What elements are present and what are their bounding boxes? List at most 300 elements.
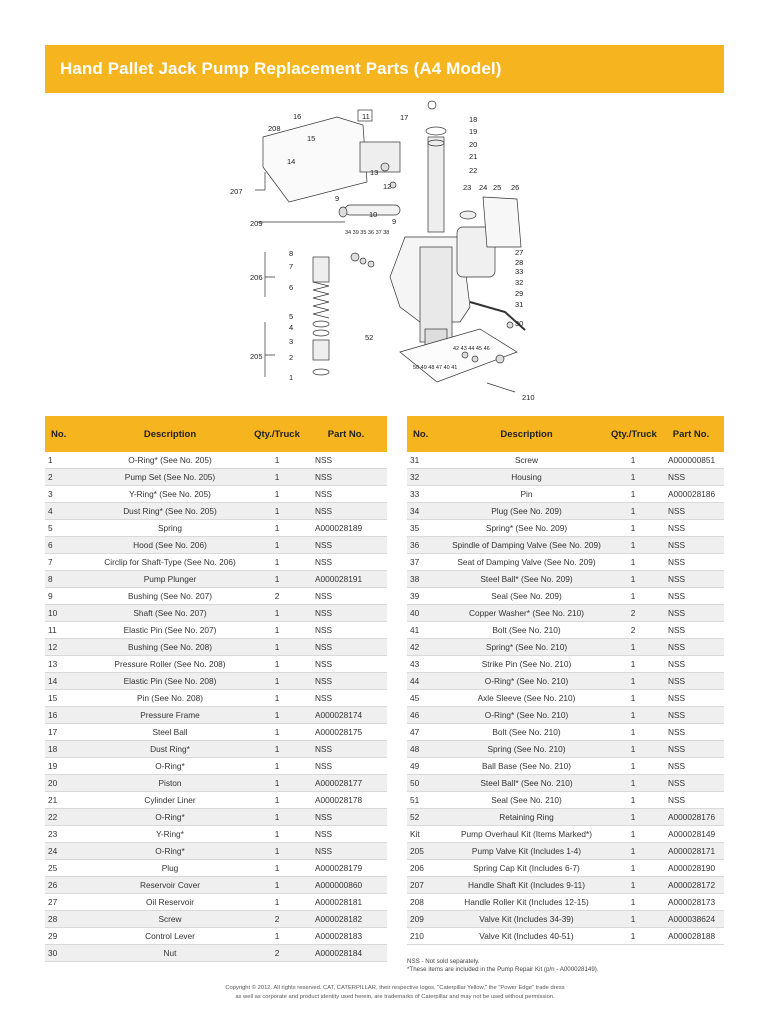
cell-description: Bushing (See No. 207) [91, 588, 249, 605]
cell-no: 206 [407, 860, 445, 877]
cell-description: Plug [91, 860, 249, 877]
cell-description: Spring* (See No. 209) [445, 520, 608, 537]
cell-description: Shaft (See No. 207) [91, 605, 249, 622]
cell-qty: 1 [608, 758, 658, 775]
cell-no: 12 [45, 639, 91, 656]
table-row [45, 894, 387, 911]
cell-description: O-Ring* [91, 758, 249, 775]
cell-part-number: NSS [305, 605, 387, 622]
cell-description: O-Ring* (See No. 210) [445, 673, 608, 690]
cell-description: Seal (See No. 209) [445, 588, 608, 605]
cell-description: Steel Ball* (See No. 210) [445, 775, 608, 792]
table-row [45, 503, 387, 520]
cell-part-number: NSS [305, 758, 387, 775]
svg-text:5: 5 [289, 312, 294, 321]
cell-qty: 1 [249, 758, 305, 775]
cell-description: Retaining Ring [445, 809, 608, 826]
cell-description: Spring [91, 520, 249, 537]
table-row [45, 792, 387, 809]
cell-qty: 1 [608, 792, 658, 809]
cell-qty: 1 [249, 537, 305, 554]
cell-qty: 1 [249, 639, 305, 656]
cell-qty: 2 [608, 605, 658, 622]
col-header-qty: Qty./Truck [249, 416, 305, 452]
cell-part-number: NSS [658, 741, 724, 758]
cell-part-number: A000028174 [305, 707, 387, 724]
cell-no: 31 [407, 452, 445, 469]
cell-description: Spring* (See No. 210) [445, 639, 608, 656]
cell-description: Bolt (See No. 210) [445, 724, 608, 741]
table-row [45, 741, 387, 758]
cell-description: Spring Cap Kit (Includes 6-7) [445, 860, 608, 877]
table-row [407, 605, 724, 622]
parts-table-right [407, 416, 724, 945]
cell-qty: 1 [608, 469, 658, 486]
exploded-parts-diagram [225, 97, 550, 412]
svg-text:34 39 35 36 37 38: 34 39 35 36 37 38 [345, 230, 390, 236]
table-row [407, 520, 724, 537]
svg-text:31: 31 [515, 300, 524, 309]
svg-text:17: 17 [400, 113, 409, 122]
copyright-line-2: as well as corporate and product identity used herein, are trademarks of Caterpillar and may not be used without permission. [235, 994, 555, 1000]
cell-part-number: NSS [658, 605, 724, 622]
table-row [45, 571, 387, 588]
svg-text:205: 205 [250, 352, 263, 361]
copyright-line-1: Copyright © 2012. All rights reserved. CAT, CATERPILLAR, their respective logos, "Caterpillar Yellow," the "Power Edge" trade dress [225, 985, 565, 991]
cell-description: Y-Ring* (See No. 205) [91, 486, 249, 503]
table-notes [407, 958, 737, 974]
svg-text:32: 32 [515, 278, 524, 287]
cell-part-number: NSS [305, 537, 387, 554]
cell-no: 20 [45, 775, 91, 792]
cell-description: Elastic Pin (See No. 207) [91, 622, 249, 639]
cell-part-number: A000028178 [305, 792, 387, 809]
svg-text:206: 206 [250, 273, 263, 282]
cell-qty: 1 [608, 537, 658, 554]
cell-qty: 1 [608, 588, 658, 605]
cell-description: Seal (See No. 210) [445, 792, 608, 809]
cell-description: Bushing (See No. 208) [91, 639, 249, 656]
table-row [45, 877, 387, 894]
cell-no: 33 [407, 486, 445, 503]
cell-description: Steel Ball* (See No. 209) [445, 571, 608, 588]
cell-part-number: A000028181 [305, 894, 387, 911]
svg-text:15: 15 [307, 134, 316, 143]
cell-no: 1 [45, 452, 91, 469]
cell-part-number: NSS [305, 486, 387, 503]
cell-part-number: A000028176 [658, 809, 724, 826]
svg-text:52: 52 [365, 333, 374, 342]
table-row [407, 486, 724, 503]
table-row [407, 452, 724, 469]
cell-description: O-Ring* [91, 809, 249, 826]
cell-description: Oil Reservoir [91, 894, 249, 911]
cell-description: Copper Washer* (See No. 210) [445, 605, 608, 622]
cell-part-number: NSS [658, 673, 724, 690]
cell-description: Reservoir Cover [91, 877, 249, 894]
cell-qty: 1 [249, 452, 305, 469]
cell-qty: 1 [249, 622, 305, 639]
svg-text:50 49 48 47 40 41: 50 49 48 47 40 41 [413, 365, 458, 371]
svg-text:7: 7 [289, 262, 294, 271]
cell-part-number: NSS [658, 690, 724, 707]
svg-text:8: 8 [289, 249, 294, 258]
cell-part-number: A000028186 [658, 486, 724, 503]
cell-qty: 1 [249, 605, 305, 622]
cell-part-number: A000000851 [658, 452, 724, 469]
cell-part-number: NSS [305, 673, 387, 690]
cell-part-number: NSS [305, 741, 387, 758]
svg-text:20: 20 [469, 140, 478, 149]
cell-qty: 1 [608, 877, 658, 894]
cell-part-number: NSS [658, 588, 724, 605]
cell-qty: 1 [608, 673, 658, 690]
cell-part-number: NSS [658, 656, 724, 673]
cell-qty: 1 [608, 843, 658, 860]
cell-description: Spindle of Damping Valve (See No. 209) [445, 537, 608, 554]
table-row [407, 690, 724, 707]
svg-text:29: 29 [515, 289, 524, 298]
table-row [407, 588, 724, 605]
cell-qty: 1 [249, 724, 305, 741]
table-row [45, 588, 387, 605]
col-header-no: No. [407, 416, 445, 452]
table-row [407, 656, 724, 673]
col-header-qty: Qty./Truck [608, 416, 658, 452]
svg-text:6: 6 [289, 283, 294, 292]
cell-description: Pin [445, 486, 608, 503]
cell-no: 18 [45, 741, 91, 758]
cell-no: 43 [407, 656, 445, 673]
table-row [407, 571, 724, 588]
cell-no: 6 [45, 537, 91, 554]
table-row [45, 452, 387, 469]
cell-description: Nut [91, 945, 249, 962]
svg-text:9: 9 [335, 194, 340, 203]
cell-description: Dust Ring* (See No. 205) [91, 503, 249, 520]
cell-part-number: A000028182 [305, 911, 387, 928]
cell-qty: 1 [608, 775, 658, 792]
cell-part-number: NSS [305, 843, 387, 860]
cell-description: O-Ring* [91, 843, 249, 860]
cell-qty: 1 [608, 724, 658, 741]
cell-description: Ball Base (See No. 210) [445, 758, 608, 775]
svg-text:16: 16 [293, 112, 302, 121]
cell-no: 19 [45, 758, 91, 775]
cell-no: 9 [45, 588, 91, 605]
table-row [407, 911, 724, 928]
cell-description: Y-Ring* [91, 826, 249, 843]
cell-part-number: A000028188 [658, 928, 724, 945]
svg-text:210: 210 [522, 393, 535, 402]
svg-text:4: 4 [289, 323, 294, 332]
cell-qty: 1 [608, 520, 658, 537]
cell-description: Spring (See No. 210) [445, 741, 608, 758]
cell-part-number: NSS [305, 469, 387, 486]
table-row [45, 605, 387, 622]
cell-no: 22 [45, 809, 91, 826]
cell-description: Housing [445, 469, 608, 486]
cell-no: 41 [407, 622, 445, 639]
cell-qty: 1 [249, 741, 305, 758]
cell-no: 30 [45, 945, 91, 962]
cell-qty: 2 [249, 945, 305, 962]
cell-part-number: A000028184 [305, 945, 387, 962]
cell-no: 29 [45, 928, 91, 945]
cell-description: Control Lever [91, 928, 249, 945]
svg-text:12: 12 [383, 182, 392, 191]
table-row [407, 639, 724, 656]
col-header-no: No. [45, 416, 91, 452]
cell-description: Strike Pin (See No. 210) [445, 656, 608, 673]
parts-table-left [45, 416, 387, 962]
cell-no: 5 [45, 520, 91, 537]
cell-no: 47 [407, 724, 445, 741]
table-row [407, 809, 724, 826]
cell-no: 205 [407, 843, 445, 860]
svg-text:13: 13 [370, 168, 379, 177]
svg-text:19: 19 [469, 127, 478, 136]
cell-description: Pressure Roller (See No. 208) [91, 656, 249, 673]
cell-part-number: NSS [658, 520, 724, 537]
svg-text:207: 207 [230, 187, 243, 196]
cell-no: 17 [45, 724, 91, 741]
svg-text:1: 1 [289, 373, 294, 382]
cell-part-number: NSS [658, 503, 724, 520]
svg-text:3: 3 [289, 337, 294, 346]
cell-part-number: A000028149 [658, 826, 724, 843]
cell-part-number: NSS [658, 724, 724, 741]
cell-no: 38 [407, 571, 445, 588]
cell-qty: 1 [608, 503, 658, 520]
cell-no: 50 [407, 775, 445, 792]
cell-no: 48 [407, 741, 445, 758]
cell-qty: 1 [608, 826, 658, 843]
cell-qty: 1 [608, 639, 658, 656]
table-row [45, 911, 387, 928]
kit-note: *These items are included in the Pump Repair Kit (p/n - A000028149). [407, 966, 599, 973]
table-row [45, 554, 387, 571]
cell-qty: 1 [249, 486, 305, 503]
table-row [407, 877, 724, 894]
cell-no: 36 [407, 537, 445, 554]
cell-no: 209 [407, 911, 445, 928]
table-row [407, 673, 724, 690]
cell-description: Piston [91, 775, 249, 792]
cell-no: 8 [45, 571, 91, 588]
cell-qty: 1 [249, 503, 305, 520]
table-header-row [407, 416, 724, 452]
cell-qty: 1 [608, 809, 658, 826]
svg-text:2: 2 [289, 353, 294, 362]
svg-text:27: 27 [515, 248, 524, 257]
copyright-footer [140, 984, 650, 1002]
cell-no: 37 [407, 554, 445, 571]
table-row [407, 894, 724, 911]
table-row [407, 724, 724, 741]
table-row [407, 758, 724, 775]
table-row [45, 707, 387, 724]
cell-no: 207 [407, 877, 445, 894]
cell-qty: 1 [608, 554, 658, 571]
cell-qty: 1 [608, 911, 658, 928]
table-row [45, 673, 387, 690]
cell-description: O-Ring* (See No. 210) [445, 707, 608, 724]
cell-part-number: A000028190 [658, 860, 724, 877]
cell-no: 14 [45, 673, 91, 690]
col-header-description: Description [445, 416, 608, 452]
cell-description: Dust Ring* [91, 741, 249, 758]
cell-qty: 1 [249, 894, 305, 911]
cell-description: Pump Valve Kit (Includes 1-4) [445, 843, 608, 860]
cell-part-number: A000028172 [658, 877, 724, 894]
cell-no: 16 [45, 707, 91, 724]
cell-qty: 1 [249, 673, 305, 690]
table-row [407, 792, 724, 809]
table-row [45, 639, 387, 656]
svg-text:22: 22 [469, 166, 478, 175]
table-header-row [45, 416, 387, 452]
cell-description: Pump Overhaul Kit (Items Marked*) [445, 826, 608, 843]
cell-description: Valve Kit (Includes 34-39) [445, 911, 608, 928]
table-row [407, 469, 724, 486]
svg-text:10: 10 [369, 210, 378, 219]
cell-qty: 1 [249, 860, 305, 877]
cell-description: Plug (See No. 209) [445, 503, 608, 520]
table-row [45, 826, 387, 843]
page-title: Hand Pallet Jack Pump Replacement Parts (A4 Model) [60, 59, 502, 78]
cell-part-number: NSS [658, 707, 724, 724]
table-row [407, 707, 724, 724]
table-row [407, 554, 724, 571]
table-row [407, 826, 724, 843]
cell-part-number: NSS [658, 571, 724, 588]
cell-no: 4 [45, 503, 91, 520]
cell-part-number: NSS [658, 639, 724, 656]
cell-qty: 1 [608, 860, 658, 877]
cell-part-number: NSS [658, 775, 724, 792]
cell-qty: 1 [608, 894, 658, 911]
cell-description: Handle Roller Kit (Includes 12-15) [445, 894, 608, 911]
cell-part-number: A000028177 [305, 775, 387, 792]
cell-qty: 1 [249, 792, 305, 809]
cell-part-number: NSS [305, 809, 387, 826]
cell-qty: 1 [249, 877, 305, 894]
cell-qty: 1 [249, 928, 305, 945]
cell-part-number: NSS [658, 537, 724, 554]
cell-part-number: A000028173 [658, 894, 724, 911]
table-row [407, 843, 724, 860]
cell-part-number: NSS [658, 622, 724, 639]
table-row [45, 537, 387, 554]
cell-qty: 1 [249, 775, 305, 792]
cell-description: Bolt (See No. 210) [445, 622, 608, 639]
table-row [45, 843, 387, 860]
cell-no: 45 [407, 690, 445, 707]
cell-qty: 1 [249, 520, 305, 537]
table-row [45, 520, 387, 537]
cell-qty: 1 [608, 571, 658, 588]
cell-part-number: A000038624 [658, 911, 724, 928]
cell-qty: 1 [608, 741, 658, 758]
cell-description: Screw [445, 452, 608, 469]
cell-description: Elastic Pin (See No. 208) [91, 673, 249, 690]
cell-no: 25 [45, 860, 91, 877]
cell-no: 10 [45, 605, 91, 622]
cell-description: Hood (See No. 206) [91, 537, 249, 554]
table-row [45, 656, 387, 673]
cell-no: 34 [407, 503, 445, 520]
cell-description: Seat of Damping Valve (See No. 209) [445, 554, 608, 571]
cell-description: Axle Sleeve (See No. 210) [445, 690, 608, 707]
table-row [407, 860, 724, 877]
col-header-part: Part No. [658, 416, 724, 452]
cell-description: Pin (See No. 208) [91, 690, 249, 707]
table-row [45, 809, 387, 826]
cell-no: 27 [45, 894, 91, 911]
cell-no: 208 [407, 894, 445, 911]
cell-no: 15 [45, 690, 91, 707]
svg-text:208: 208 [268, 124, 281, 133]
cell-part-number: A000028191 [305, 571, 387, 588]
col-header-part: Part No. [305, 416, 387, 452]
cell-part-number: NSS [305, 639, 387, 656]
cell-description: Screw [91, 911, 249, 928]
cell-qty: 1 [608, 486, 658, 503]
cell-no: 42 [407, 639, 445, 656]
cell-no: 51 [407, 792, 445, 809]
cell-no: 46 [407, 707, 445, 724]
cell-part-number: NSS [305, 588, 387, 605]
cell-part-number: NSS [658, 792, 724, 809]
table-row [45, 928, 387, 945]
svg-text:25: 25 [493, 183, 502, 192]
cell-no: 3 [45, 486, 91, 503]
cell-part-number: NSS [305, 622, 387, 639]
cell-no: 13 [45, 656, 91, 673]
cell-no: 28 [45, 911, 91, 928]
table-row [45, 469, 387, 486]
cell-qty: 1 [249, 469, 305, 486]
table-row [407, 503, 724, 520]
table-row [407, 928, 724, 945]
cell-part-number: NSS [305, 503, 387, 520]
cell-qty: 2 [608, 622, 658, 639]
cell-part-number: NSS [305, 452, 387, 469]
table-row [45, 758, 387, 775]
cell-no: 7 [45, 554, 91, 571]
cell-no: 52 [407, 809, 445, 826]
svg-text:9: 9 [392, 217, 397, 226]
cell-part-number: A000028179 [305, 860, 387, 877]
cell-qty: 1 [249, 571, 305, 588]
table-row [45, 945, 387, 962]
table-row [407, 622, 724, 639]
parts-table-right-body [407, 452, 724, 945]
cell-part-number: NSS [658, 758, 724, 775]
svg-text:28: 28 [515, 258, 524, 267]
cell-description: Valve Kit (Includes 40-51) [445, 928, 608, 945]
cell-qty: 1 [249, 656, 305, 673]
table-row [45, 775, 387, 792]
cell-no: 210 [407, 928, 445, 945]
cell-no: 44 [407, 673, 445, 690]
cell-no: 26 [45, 877, 91, 894]
svg-text:42 43 44 45 46: 42 43 44 45 46 [453, 346, 490, 352]
table-row [45, 622, 387, 639]
cell-part-number: A000028171 [658, 843, 724, 860]
table-row [407, 537, 724, 554]
